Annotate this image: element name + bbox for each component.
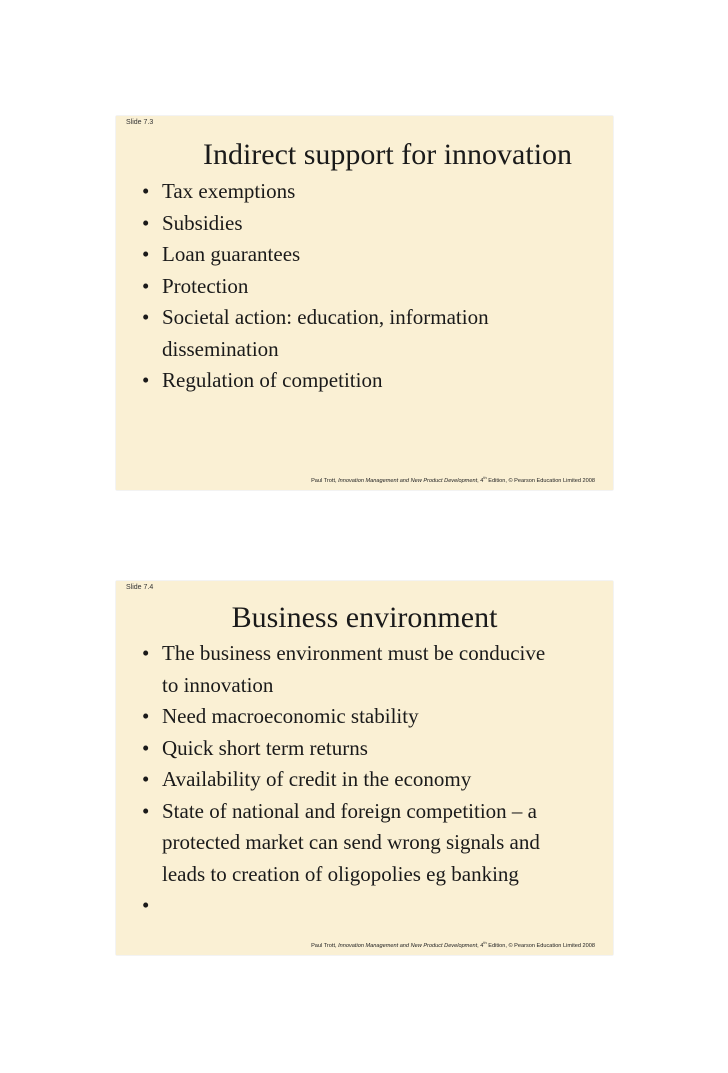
footer-edition: , 4 [477, 943, 484, 949]
bullet-item: • Quick short term returns [142, 733, 602, 765]
footer-book-title: Innovation Management and New Product Development [338, 943, 478, 949]
bullet-list [142, 638, 602, 922]
bullet-item: • Societal action: education, information dissemination [142, 302, 602, 365]
slide-footer-citation [311, 940, 595, 949]
footer-edition: , 4 [477, 478, 484, 484]
slide-number-label: Slide 7.3 [126, 119, 154, 126]
footer-edition-suffix: th [483, 475, 487, 481]
bullet-item: • Availability of credit in the economy [142, 764, 602, 796]
bullet-item: • Regulation of competition [142, 365, 602, 397]
slide-title: Business environment [231, 601, 498, 634]
slide-7-3 [116, 116, 613, 490]
slide-title: Indirect support for innovation [202, 138, 573, 171]
footer-author: Paul Trott, [311, 478, 339, 484]
bullet-item: • Loan guarantees [142, 239, 602, 271]
slide-7-4 [116, 581, 613, 955]
bullet-item: • Tax exemptions [142, 176, 602, 208]
slide-number-label: Slide 7.4 [126, 584, 154, 591]
bullet-list [142, 176, 602, 397]
bullet-item: • Protection [142, 271, 602, 303]
empty-bullet-item [142, 890, 602, 922]
bullet-item: • Subsidies [142, 208, 602, 240]
bullet-item: • State of national and foreign competition – a protected market can send wrong signals and leads to creation of oligopolies eg banking [142, 796, 602, 891]
bullet-item: • Need macroeconomic stability [142, 701, 602, 733]
slide-footer-citation [311, 475, 595, 484]
bullet-item: • The business environment must be conducive to innovation [142, 638, 602, 701]
footer-book-title: Innovation Management and New Product Development [338, 478, 478, 484]
footer-publisher: Edition, © Pearson Education Limited 2008 [486, 478, 595, 484]
footer-edition-suffix: th [483, 940, 487, 946]
footer-author: Paul Trott, [311, 943, 339, 949]
footer-publisher: Edition, © Pearson Education Limited 2008 [486, 943, 595, 949]
